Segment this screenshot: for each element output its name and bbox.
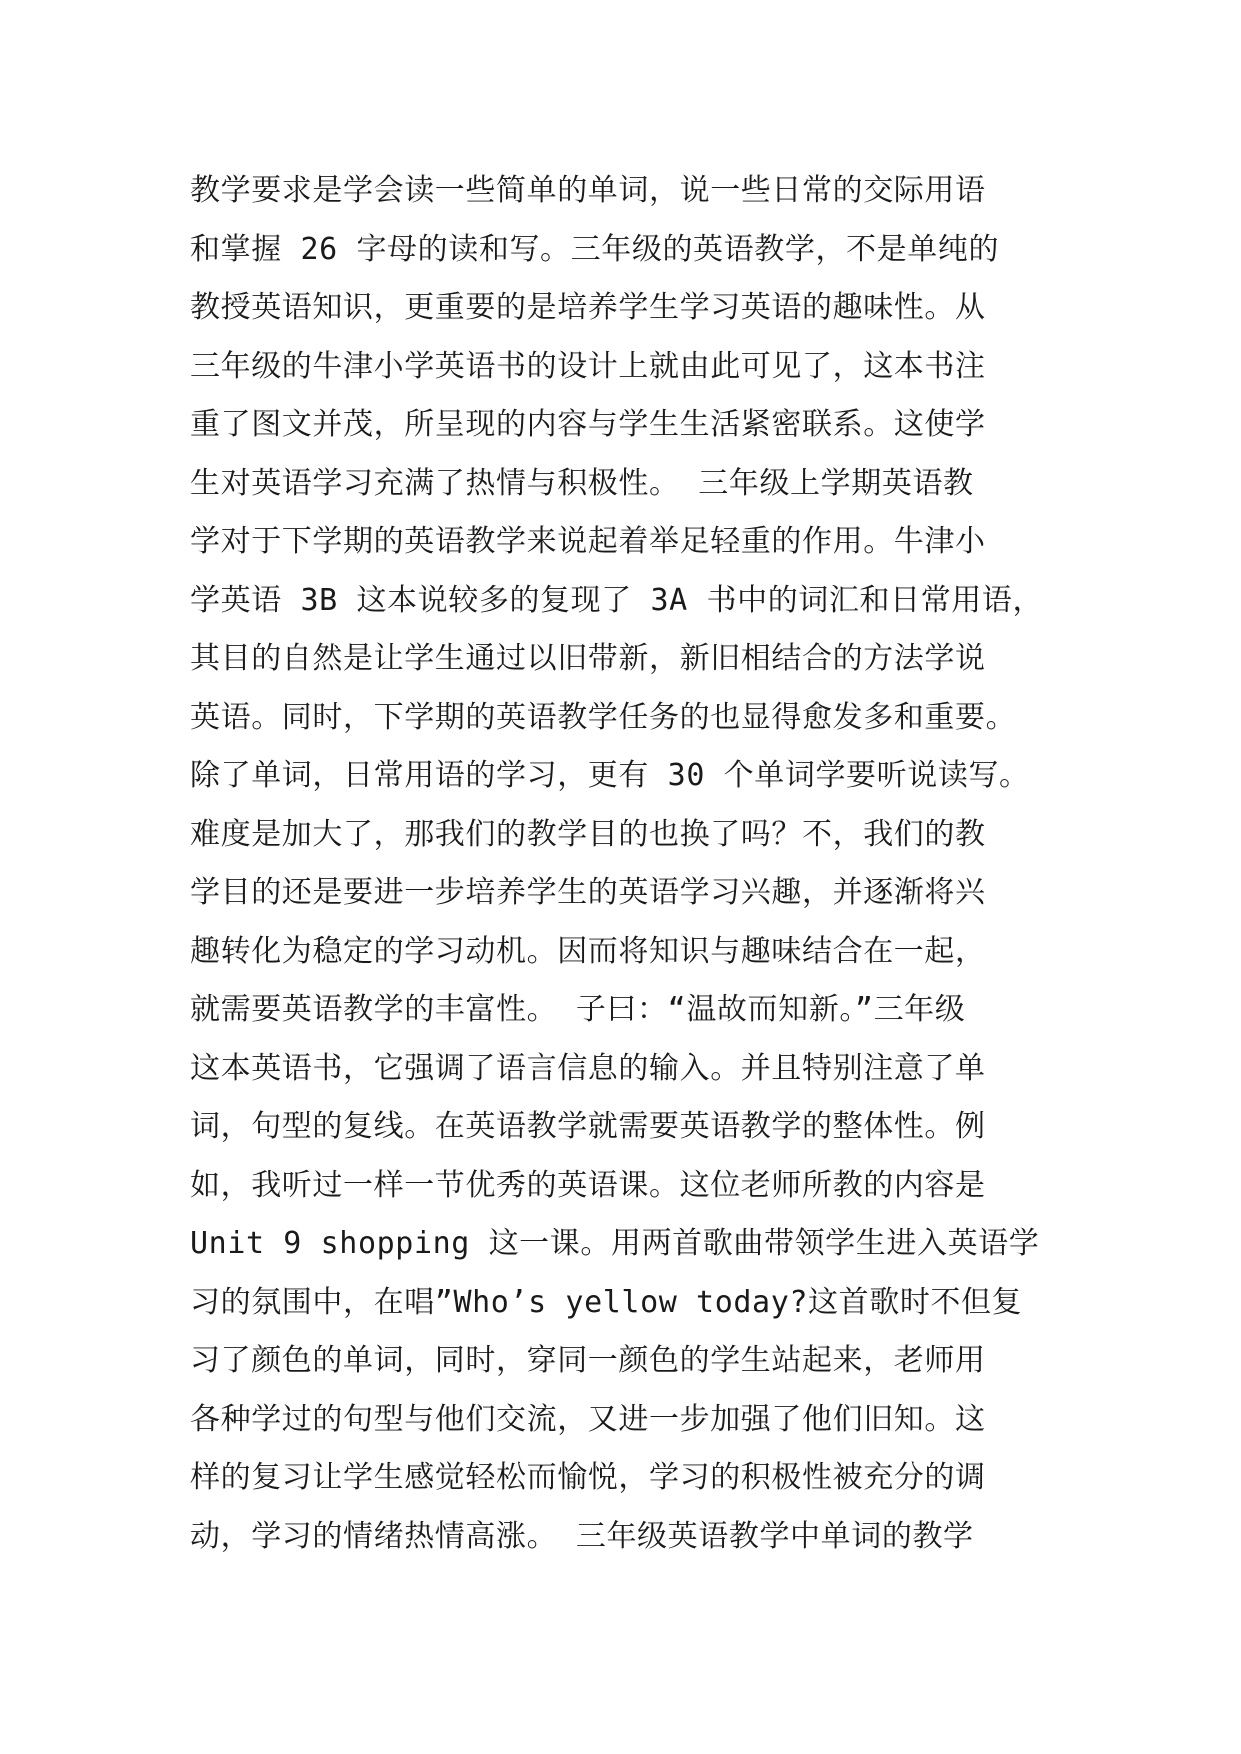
text-line-22: 各种学过的句型与他们交流，又进一步加强了他们旧知。这 [190,1401,986,1437]
text-line-9: 其目的自然是让学生通过以旧带新，新旧相结合的方法学说 [190,641,986,676]
text-line-18: 如，我听过一样一节优秀的英语课。这位老师所教的内容是 [190,1167,986,1203]
text-line-7: 学对于下学期的英语教学来说起着举足轻重的作用。牛津小 [190,524,986,559]
text-line-23: 样的复习让学生感觉轻松而愉悦，学习的积极性被充分的调 [190,1460,986,1495]
text-line-15: 就需要英语教学的丰富性。 子曰：“温故而知新。”三年级 [190,992,966,1027]
text-line-24: 动，学习的情绪热情高涨。 三年级英语教学中单词的教学 [190,1518,974,1554]
text-line-5: 重了图文并茂，所呈现的内容与学生生活紧密联系。这使学 [190,407,986,442]
text-line-6: 生对英语学习充满了热情与积极性。 三年级上学期英语教 [190,465,974,501]
text-line-14: 趣转化为稳定的学习动机。因而将知识与趣味结合在一起， [190,933,986,969]
text-line-19: Unit 9 shopping 这一课。用两首歌曲带领学生进入英语学 [190,1226,1040,1261]
text-line-11: 除了单词，日常用语的学习，更有 30 个单词学要听说读写。 [190,758,1030,793]
text-line-8: 学英语 3B 这本说较多的复现了 3A 书中的词汇和日常用语， [190,582,1044,618]
text-line-16: 这本英语书，它强调了语言信息的输入。并且特别注意了单 [190,1050,986,1086]
text-line-1: 教学要求是学会读一些简单的单词，说一些日常的交际用语 [190,173,986,208]
text-line-20: 习的氛围中，在唱”Who’s yellow today?这首歌时不但复 [190,1284,1023,1320]
text-line-21: 习了颜色的单词，同时，穿同一颜色的学生站起来，老师用 [190,1343,986,1378]
body-text [190,162,1090,1566]
text-line-12: 难度是加大了，那我们的教学目的也换了吗？不，我们的教 [190,816,986,852]
text-line-2: 和掌握 26 字母的读和写。三年级的英语教学，不是单纯的 [190,231,1000,267]
text-line-4: 三年级的牛津小学英语书的设计上就由此可见了，这本书注 [190,348,986,384]
text-line-13: 学目的还是要进一步培养学生的英语学习兴趣，并逐渐将兴 [190,875,986,910]
text-line-3: 教授英语知识，更重要的是培养学生学习英语的趣味性。从 [190,290,986,325]
text-line-10: 英语。同时，下学期的英语教学任务的也显得愈发多和重要。 [190,699,1017,735]
text-line-17: 词，句型的复线。在英语教学就需要英语教学的整体性。例 [190,1109,986,1144]
